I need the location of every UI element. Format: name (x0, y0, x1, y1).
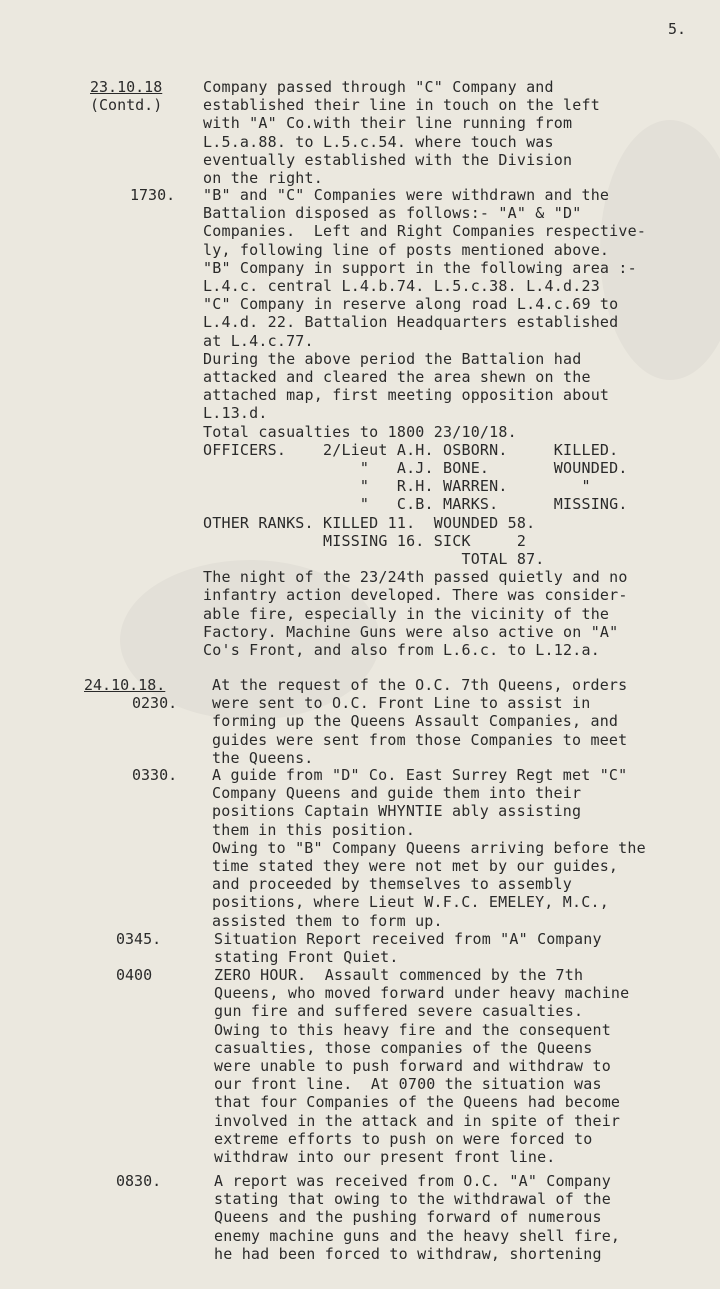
entry-time: 0345. (116, 930, 162, 948)
entry-text-line: infantry action developed. There was consider- (203, 586, 628, 605)
entry-text-line: L.5.a.88. to L.5.c.54. where touch was (203, 132, 554, 151)
entry-text-line: extreme efforts to push on were forced to (214, 1129, 593, 1148)
entry-text-line: Companies. Left and Right Companies respective- (203, 222, 647, 241)
entry-text-line: and proceeded by themselves to assembly (212, 875, 572, 894)
entry-text-line: Queens and the pushing forward of numerous (214, 1208, 602, 1227)
entry-text-line: assisted them to form up. (212, 911, 443, 930)
entry-time: 1730. (130, 186, 176, 204)
entry-text-line: time stated they were not met by our guides, (212, 857, 619, 875)
entry-text-line: "C" Company in reserve along road L.4.c.69 to (203, 295, 619, 314)
entry-text-line: During the above period the Battalion had (203, 349, 582, 368)
entry-text-line: " R.H. WARREN. " (203, 477, 591, 496)
entry-text-line: Co's Front, and also from L.6.c. to L.12.a. (203, 641, 600, 659)
entry-text-line: gun fire and suffered severe casualties. (214, 1002, 584, 1021)
entry-text-line: Battalion disposed as follows:- "A" & "D" (203, 204, 582, 223)
entry-text-line: A guide from "D" Co. East Surrey Regt met "C" (212, 766, 628, 784)
entry-text-line: The night of the 23/24th passed quietly and no (203, 568, 628, 587)
entry-text-line: on the right. (203, 169, 323, 187)
entry-text-line: were sent to O.C. Front Line to assist in (212, 694, 591, 713)
page-number: 5. (668, 20, 687, 38)
entry-date-note: (Contd.) (90, 96, 163, 114)
entry-text-line: attached map, first meeting opposition about (203, 386, 610, 405)
entry-text-line: ZERO HOUR. Assault commenced by the 7th (214, 966, 584, 984)
entry-text-line: Factory. Machine Guns were also active on "A" (203, 622, 619, 641)
entry-text-line: Situation Report received from "A" Company (214, 930, 602, 948)
paper-stain (600, 120, 720, 380)
entry-text-line: Company Queens and guide them into their (212, 784, 582, 803)
entry-text-line: ly, following line of posts mentioned above. (203, 240, 610, 259)
entry-text-line: L.4.d. 22. Battalion Headquarters established (203, 313, 619, 332)
entry-text-line: Company passed through "C" Company and (203, 78, 554, 96)
entry-text-line: the Queens. (212, 748, 314, 767)
entry-time: 0400 (116, 966, 153, 984)
entry-text-line: " A.J. BONE. WOUNDED. (203, 459, 628, 477)
entry-text-line: established their line in touch on the left (203, 96, 600, 115)
entry-text-line: Queens, who moved forward under heavy machine (214, 984, 630, 1003)
entry-text-line: forming up the Queens Assault Companies, and (212, 712, 619, 731)
entry-text-line: our front line. At 0700 the situation was (214, 1075, 602, 1094)
entry-date: 23.10.18 (90, 78, 163, 96)
entry-text-line: positions, where Lieut W.F.C. EMELEY, M.C., (212, 893, 609, 912)
entry-text-line: casualties, those companies of the Queens (214, 1038, 593, 1057)
entry-text-line: Owing to "B" Company Queens arriving before the (212, 838, 646, 857)
entry-text-line: MISSING 16. SICK 2 (203, 531, 527, 550)
entry-text-line: stating Front Quiet. (214, 948, 399, 967)
entry-text-line: enemy machine guns and the heavy shell fire, (214, 1226, 621, 1245)
entry-text-line: them in this position. (212, 820, 416, 839)
entry-text-line: At the request of the O.C. 7th Queens, orders (212, 676, 628, 694)
entry-text-line: A report was received from O.C. "A" Company (214, 1172, 611, 1190)
entry-text-line: eventually established with the Division (203, 150, 573, 169)
entry-text-line: able fire, especially in the vicinity of the (203, 604, 610, 623)
entry-text-line: he had been forced to withdraw, shortening (214, 1244, 602, 1263)
entry-text-line: L.13.d. (203, 404, 268, 423)
entry-time: 0330. (132, 766, 178, 784)
entry-text-line: attacked and cleared the area shewn on the (203, 368, 591, 386)
entry-text-line: that four Companies of the Queens had become (214, 1093, 621, 1112)
entry-text-line: "B" and "C" Companies were withdrawn and the (203, 186, 610, 204)
entry-text-line: OTHER RANKS. KILLED 11. WOUNDED 58. (203, 513, 536, 532)
entry-time: 0830. (116, 1172, 162, 1190)
entry-text-line: L.4.c. central L.4.b.74. L.5.c.38. L.4.d.23 (203, 277, 600, 295)
entry-text-line: with "A" Co.with their line running from (203, 114, 573, 133)
entry-text-line: involved in the attack and in spite of their (214, 1111, 621, 1130)
entry-time: 0230. (132, 694, 178, 712)
entry-text-line: TOTAL 87. (203, 550, 545, 568)
entry-text-line: withdraw into our present front line. (214, 1148, 556, 1166)
entry-text-line: OFFICERS. 2/Lieut A.H. OSBORN. KILLED. (203, 440, 619, 459)
entry-date: 24.10.18. (84, 676, 166, 694)
entry-text-line: Owing to this heavy fire and the consequent (214, 1020, 611, 1039)
entry-text-line: were unable to push forward and withdraw to (214, 1057, 611, 1075)
entry-text-line: at L.4.c.77. (203, 331, 314, 350)
entry-text-line: guides were sent from those Companies to meet (212, 730, 628, 749)
entry-text-line: positions Captain WHYNTIE ably assisting (212, 802, 582, 821)
entry-text-line: " C.B. MARKS. MISSING. (203, 495, 628, 514)
entry-text-line: stating that owing to the withdrawal of the (214, 1190, 611, 1209)
entry-text-line: Total casualties to 1800 23/10/18. (203, 422, 517, 441)
entry-text-line: "B" Company in support in the following area :- (203, 258, 637, 277)
